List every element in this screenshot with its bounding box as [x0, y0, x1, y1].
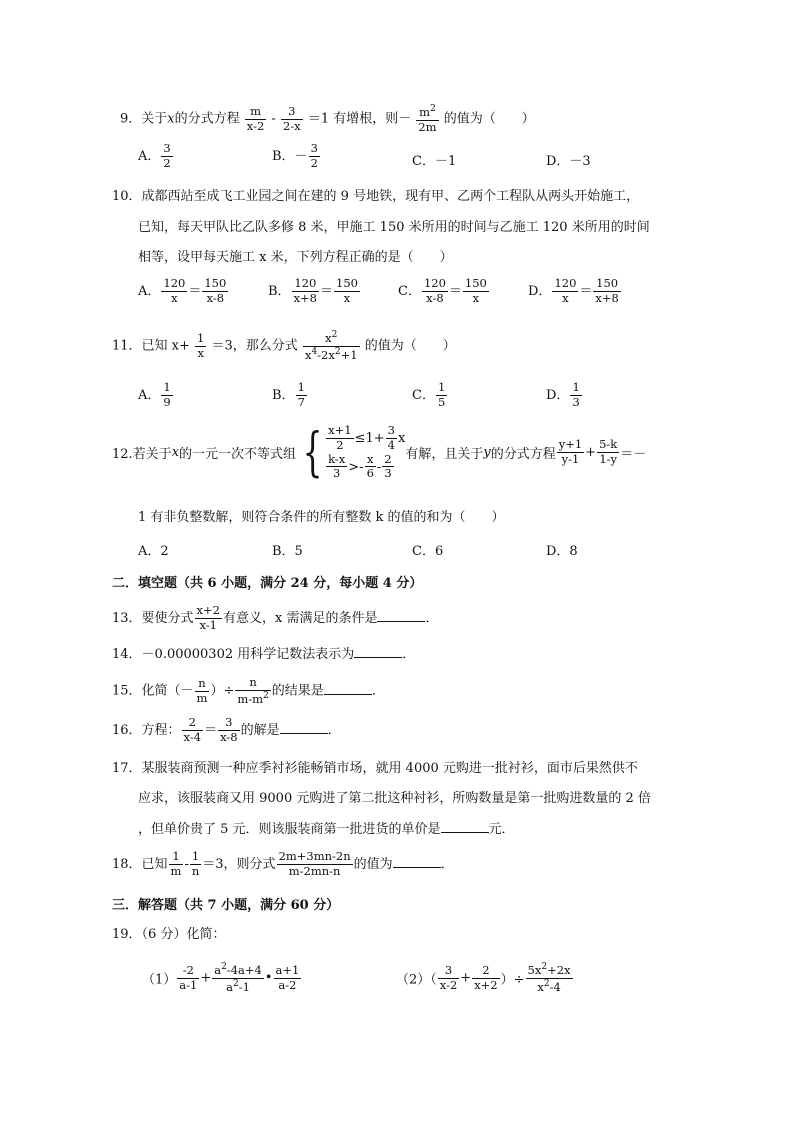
answer-blank[interactable] [324, 682, 372, 695]
q17-line3: ，但单价贵了 5 元．则该服装商第一批进货的单价是 元． [138, 822, 515, 837]
q17-line1: 17．某服装商预测一种应季衬衫能畅销市场，就用 4000 元购进一批衬衫，面市后果然供不 [112, 761, 638, 776]
q12-option-c[interactable]: C．6 [412, 544, 444, 559]
q11-option-c[interactable]: C． $\frac{1}{5}$ [412, 380, 446, 409]
fraction: $\frac{m}{x-2}$ [246, 103, 265, 133]
q9-option-c[interactable]: C．－1 [412, 154, 457, 169]
q11-stem: 11．已知 x+ $\frac{1}{x}$ ＝3，那么分式 $\frac{x^2}{x^4-2x^2+1}$ 的值为（ ） [112, 330, 456, 362]
q11-option-b[interactable]: B． $\frac{1}{7}$ [272, 380, 305, 409]
q12-line2: 1 有非负整数解，则符合条件的所有整数 k 的值的和为（ ） [138, 510, 505, 525]
q19-title: 19．（6 分）化简： [112, 927, 226, 942]
answer-blank[interactable] [441, 820, 489, 833]
q9-stem: 9．关于x的分式方程 $\frac{m}{x-2}$ - $\frac{3}{2-x}$ ＝1 有增根，则－ $\frac{m^2}{2m}$ 的值为（ ） [120, 103, 535, 134]
q15-stem: 15．化简（－ $\frac{n}{m}$ ）÷ $\frac{n}{m-m^2}$ 的结果是 ． [112, 675, 385, 706]
q9-option-d[interactable]: D．－3 [546, 154, 591, 169]
system-brace: { [302, 422, 323, 483]
section-heading-fill-in: 二．填空题（共 6 小题，满分 24 分，每小题 4 分） [112, 576, 423, 591]
answer-blank[interactable] [354, 645, 402, 658]
q9-option-a[interactable]: A． $\frac{3}{2}$ [138, 141, 171, 170]
q19-part2: （2）（ $\frac{3}{x-2}$ + $\frac{2}{x+2}$ ）÷ $\frac{5x^2+2x}{x^2-4}$ [396, 962, 571, 994]
q18-stem: 18．已知 $\frac{1}{m}$ - $\frac{1}{n}$ ＝3，则分式 $\frac{2m+3mn-2n}{m-2mn-n}$ 的值为 ． [112, 849, 454, 878]
fraction: $\frac{3}{2-x}$ [282, 103, 301, 133]
answer-blank[interactable] [377, 609, 425, 622]
q10-option-a[interactable]: A． $\frac{120}{x}$ ＝ $\frac{150}{x-8}$ [138, 276, 227, 305]
q10-line1: 10．成都西站至成飞工业园之间在建的 9 号地铁，现有甲、乙两个工程队从两头开始施工， [112, 189, 640, 204]
inequality-system: $\frac{x+1}{2}$ ≤1+ $\frac{3}{4}$ x $\frac{k-x}{3}$ >- $\frac{x}{6}$ - $\frac{2}{3}$ [328, 423, 406, 481]
q16-stem: 16．方程： $\frac{2}{x-4}$ ＝ $\frac{3}{x-8}$ 的解是 ． [112, 715, 341, 744]
q11-option-a[interactable]: A． $\frac{1}{9}$ [138, 380, 171, 409]
q11-option-d[interactable]: D． $\frac{1}{3}$ [546, 380, 580, 409]
q13-stem: 13．要使分式 $\frac{x+2}{x-1}$ 有意义，x 需满足的条件是 ． [112, 603, 439, 632]
fraction: $\frac{x^2}{x^4-2x^2+1}$ [304, 330, 358, 362]
section-heading-solutions: 三．解答题（共 7 小题，满分 60 分） [112, 898, 340, 913]
q10-option-d[interactable]: D． $\frac{120}{x}$ ＝ $\frac{150}{x+8}$ [528, 276, 619, 305]
q10-option-b[interactable]: B． $\frac{120}{x+8}$ ＝ $\frac{150}{x}$ [268, 276, 358, 305]
q14-stem: 14．－0.00000302 用科学记数法表示为 ． [112, 647, 416, 662]
fraction: $\frac{m^2}{2m}$ [418, 104, 437, 134]
q19-part1: （1） $\frac{-2}{a-1}$ + $\frac{a^2-4a+4}{a^2-1}$ • $\frac{a+1}{a-2}$ [142, 962, 300, 994]
q12-option-d[interactable]: D．8 [546, 544, 578, 559]
q12-option-b[interactable]: B．5 [272, 544, 303, 559]
q17-line2: 应求，该服装商又用 9000 元购进了第二批这种衬衫，所购数量是第一批购进数量的 2 倍 [138, 791, 651, 806]
q12-option-a[interactable]: A．2 [138, 544, 169, 559]
answer-blank[interactable] [393, 855, 441, 868]
q10-line2: 已知，每天甲队比乙队多修 8 米，甲施工 150 米所用的时间与乙施工 120 米所用的时间 [138, 220, 650, 235]
q12-stem: 12.若关于x的一元一次不等式组 { $\frac{x+1}{2}$ ≤1+ $\frac{3}{4}$ x $\frac{k-x}{3}$ >- $\frac{x}{6}$ - $\frac{2}{3}$ 有解，且关于y的分式方程 $\frac{y+1}{y-1}$ + $\frac{5-k}{1-y}$ ＝－ [112, 422, 647, 483]
q9-option-b[interactable]: B．－ $\frac{3}{2}$ [272, 141, 318, 170]
q10-line3: 相等，设甲每天施工 x 米，下列方程正确的是（ ） [138, 250, 453, 265]
q10-option-c[interactable]: C． $\frac{120}{x-8}$ ＝ $\frac{150}{x}$ [398, 276, 487, 305]
answer-blank[interactable] [280, 721, 328, 734]
